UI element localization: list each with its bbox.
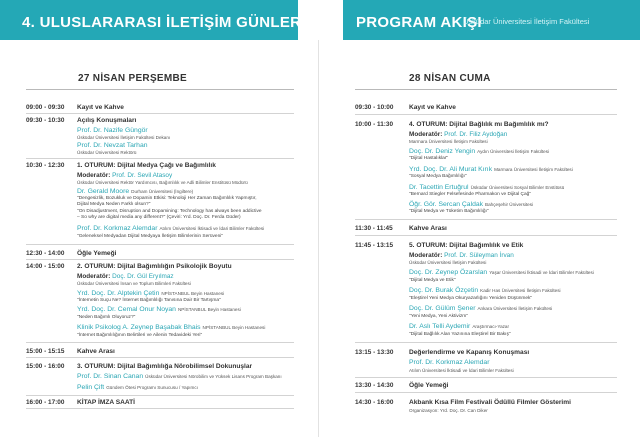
speaker-affiliation: NPİSTANBUL Beyin Hastanesi [161,291,225,296]
speaker-name: Pelin Çift [77,384,105,391]
talk-title: "On Disadjustment, Disruption and Dopamining: Technology has always been addictive [77,209,262,214]
row-separator [26,342,294,343]
moderator-affiliation: Üsküdar Üniversitesi Rektör Yardımcısı, Bağımlılık ve Adli Bilimler Enstitüsü Müdürü [77,180,248,185]
day1-title-rule [26,89,294,90]
faculty-subtitle: Üsküdar Üniversitesi İletişim Fakültesi [463,17,590,26]
event-title: 4. ULUSLARARASI İLETİŞİM GÜNLERİ [22,14,306,31]
speaker-affiliation: Gündem Ötesi Programı Sunucusu / Yapımcı [106,385,198,390]
session-title: KİTAP İMZA SAATİ [77,399,135,406]
talk-title: "Neden Bağımlı Oluyoruz?" [77,315,136,320]
speaker-name: Prof. Dr. Nazife Güngör [77,127,148,134]
speaker-name: Doç. Dr. Gülüm Şener [409,305,476,312]
speaker-affiliation: Üsküdar Üniversitesi Sosyal Bilimler Enstitüsü [470,185,565,190]
schedule-time: 15:00 - 16:00 [26,363,65,370]
speaker-line [409,269,594,276]
speaker-line [409,166,573,173]
speaker-affiliation: Atılım Üniversitesi İktisadi ve İdari Bilimler Fakültesi [409,368,514,373]
speaker-name: Yrd. Doç. Dr. Cemal Onur Noyan [77,306,176,313]
row-separator [26,408,294,409]
speaker-affiliation: NPİSTANBUL Beyin Hastanesi [177,307,241,312]
speaker-line [77,290,224,297]
row-separator [26,244,294,245]
row-separator [355,342,617,343]
schedule-time: 15:00 - 15:15 [26,348,65,355]
schedule-time: 11:45 - 13:15 [355,242,394,249]
speaker-line [77,324,265,331]
session-title: Öğle Yemeği [77,250,117,257]
schedule-time: 09:30 - 10:00 [355,104,394,111]
moderator-name: Prof. Dr. Sevil Atasoy [112,172,173,179]
session-title: Kahve Arası [77,348,115,355]
row-separator [26,395,294,396]
schedule-time: 16:00 - 17:00 [26,399,65,406]
talk-title: "Bernard Stiegler Felsefesinde Pharmakon ve Dijital Çağ" [409,192,532,197]
session-title: Kayıt ve Kahve [77,104,124,111]
speaker-affiliation: Kadir Has Üniversitesi İletişim Fakültesi [480,288,561,293]
session-title: Akbank Kısa Film Festivali Ödüllü Filmler Gösterimi [409,399,571,406]
speaker-affiliation: NPİSTANBUL Beyin Hastanesi [202,325,266,330]
speaker-name: Doç. Dr. Zeynep Özarslan [409,269,488,276]
talk-title: "İnternet Bağımlılığının Belirtileri ve Ailenin Tedavideki Yeri" [77,333,203,338]
schedule-time: 09:30 - 10:30 [26,117,65,124]
session-title: 1. OTURUM: Dijital Medya Çağı ve Bağımlılık [77,162,216,169]
row-separator [355,219,617,220]
talk-title: "Eleştirel Yeni Medya Okuryazarlığını Yeniden Düşünmek" [409,296,533,301]
talk-title: "Geleneksel Medyadan Dijital Medyaya İletişim Bilimlerinin Serüveni" [77,234,224,239]
speaker-name: Yrd. Doç. Dr. Ali Murat Kırık [409,166,493,173]
talk-title: "Dijital Medya ve Etik" [409,278,456,283]
session-title: Değerlendirme ve Kapanış Konuşması [409,349,530,356]
speaker-name: Prof. Dr. Sinan Canan [77,373,144,380]
talk-title: "Dijital Bağlılık Alan Yazınına Eleştirel Bir Bakış" [409,332,511,337]
speaker-name: Prof. Dr. Korkmaz Alemdar [77,225,158,232]
talk-title: "Sosyal Medya Bağımlılığı" [409,174,467,179]
session-title: Açılış Konuşmaları [77,117,137,124]
day2-title: 28 NİSAN CUMA [409,73,491,84]
moderator-line [77,273,174,280]
speaker-line [77,384,198,391]
moderator-line [409,131,507,138]
session-title: Öğle Yemeği [409,382,449,389]
schedule-time: 09:00 - 09:30 [26,104,65,111]
row-separator [355,377,617,378]
talk-title: Dijital Medya Neden Farklı olsun?" [77,202,151,207]
moderator-label: Moderatör: [409,131,443,138]
schedule-time: 14:00 - 15:00 [26,263,65,270]
talk-title: "Dengesizlik, Bozukluk ve Dopamin Etkisi: Teknoloji Her Zaman Bağımlılık Yapmıştır, [77,196,257,201]
moderator-label: Moderatör: [77,172,111,179]
speaker-affiliation: Durham Üniversitesi (İngiltere) [131,189,194,194]
speaker-line [409,287,561,294]
speaker-name: Öğr. Gör. Sercan Çaldak [409,201,484,208]
speaker-name: Dr. Tacettin Ertuğrul [409,184,469,191]
moderator-affiliation: Üsküdar Üniversitesi İletişim Fakültesi [409,260,487,265]
day2-title-rule [355,89,617,90]
session-title: 5. OTURUM: Dijital Bağımlılık ve Etik [409,242,524,249]
schedule-time: 12:30 - 14:00 [26,250,65,257]
session-title: 2. OTURUM: Dijital Bağımlılığın Psikolojik Boyutu [77,263,232,270]
speaker-name: Dr. Gerald Moore [77,188,130,195]
speaker-line [409,184,564,191]
program-title: PROGRAM AKIŞI [356,14,482,31]
moderator-label: Moderatör: [77,273,111,280]
session-title: 3. OTURUM: Dijital Bağımlılığa Nörobilimsel Dokunuşlar [77,363,253,370]
speaker-affiliation: Üsküdar Üniversitesi Nörobilim ve Yüksek Lisans Program Başkanı [145,374,282,379]
row-separator [355,235,617,236]
speaker-affiliation: Araştırmacı-Yazar [472,324,509,329]
row-separator [26,113,294,114]
speaker-name: Prof. Dr. Korkmaz Alemdar [409,359,490,366]
speaker-affiliation: Üsküdar Üniversitesi İletişim Fakültesi Dekanı [77,135,171,140]
talk-title: "İnternetin Suçu Ne? İnternet Bağımlılığı Tanısına Dair Bir Tartışma" [77,298,221,303]
row-separator [355,392,617,393]
speaker-name: Dr. Aslı Telli Aydemir [409,323,471,330]
session-title: Kahve Arası [409,225,447,232]
speaker-name: Doç. Dr. Burak Özçetin [409,287,479,294]
speaker-name: Yrd. Doç. Dr. Alptekin Çetin [77,290,160,297]
session-title: 4. OTURUM: Dijital Bağlılık mı Bağımlılık mı? [409,121,549,128]
talk-title: "Yeni Medya, Yeni Aktivizm" [409,314,468,319]
speaker-line [409,305,552,312]
moderator-name: Prof. Dr. Filiz Aydoğan [444,131,508,138]
talk-title: "Dijital Hastalıklar" [409,156,449,161]
row-separator [26,259,294,260]
session-title: Kayıt ve Kahve [409,104,456,111]
speaker-affiliation: Atılım Üniversitesi İktisadi ve İdari Bilimler Fakültesi [159,226,265,231]
page-divider [318,40,319,437]
speaker-line [77,188,193,195]
schedule-time: 13:15 - 13:30 [355,349,394,356]
schedule-time: 10:00 - 11:30 [355,121,394,128]
speaker-name: Prof. Dr. Nevzat Tarhan [77,142,148,149]
speaker-affiliation: Yaşar Üniversitesi İktisadi ve İdari Bilimler Fakültesi [489,270,594,275]
row-separator [26,158,294,159]
moderator-line [409,252,514,259]
speaker-line [409,323,509,330]
day1-title: 27 NİSAN PERŞEMBE [78,73,188,84]
moderator-label: Moderatör: [409,252,443,259]
schedule-time: 13:30 - 14:30 [355,382,394,389]
row-separator [26,357,294,358]
speaker-affiliation: Üsküdar Üniversitesi Rektörü [77,150,137,155]
speaker-name: Doç. Dr. Deniz Yengin [409,148,476,155]
speaker-line [409,148,549,155]
speaker-name: Klinik Psikolog A. Zeynep Başabak Bhais [77,324,201,331]
schedule-time: 14:30 - 16:00 [355,399,394,406]
row-separator [355,114,617,115]
schedule-time: 11:30 - 11:45 [355,225,393,232]
moderator-affiliation: Marmara Üniversitesi İletişim Fakültesi [409,139,488,144]
speaker-line [77,306,241,313]
speaker-affiliation: Marmara Üniversitesi İletişim Fakültesi [494,167,573,172]
speaker-affiliation: Aydın Üniversitesi İletişim Fakültesi [477,149,550,154]
moderator-name: Prof. Dr. Süleyman İrvan [444,252,514,259]
organizer-note: Organizasyon: Yrd. Doç. Dr. Can Diker [409,408,488,413]
speaker-affiliation: Bahçeşehir Üniversitesi [485,202,534,207]
speaker-affiliation: Ankara Üniversitesi İletişim Fakültesi [477,306,553,311]
speaker-line [77,373,282,380]
moderator-line [77,172,172,179]
talk-title: – So why are digital media any different?" (Çeviri: Yrd. Doç. Dr. Ferda Güder) [77,215,241,220]
schedule-time: 10:30 - 12:30 [26,162,65,169]
moderator-affiliation: Üsküdar Üniversitesi İnsan ve Toplum Bilimleri Fakültesi [77,281,191,286]
talk-title: "Dijital Medya ve Tüketim Bağımlılığı" [409,209,489,214]
moderator-name: Doç. Dr. Gül Eryılmaz [112,273,174,280]
speaker-line [77,225,264,232]
speaker-line [409,201,533,208]
